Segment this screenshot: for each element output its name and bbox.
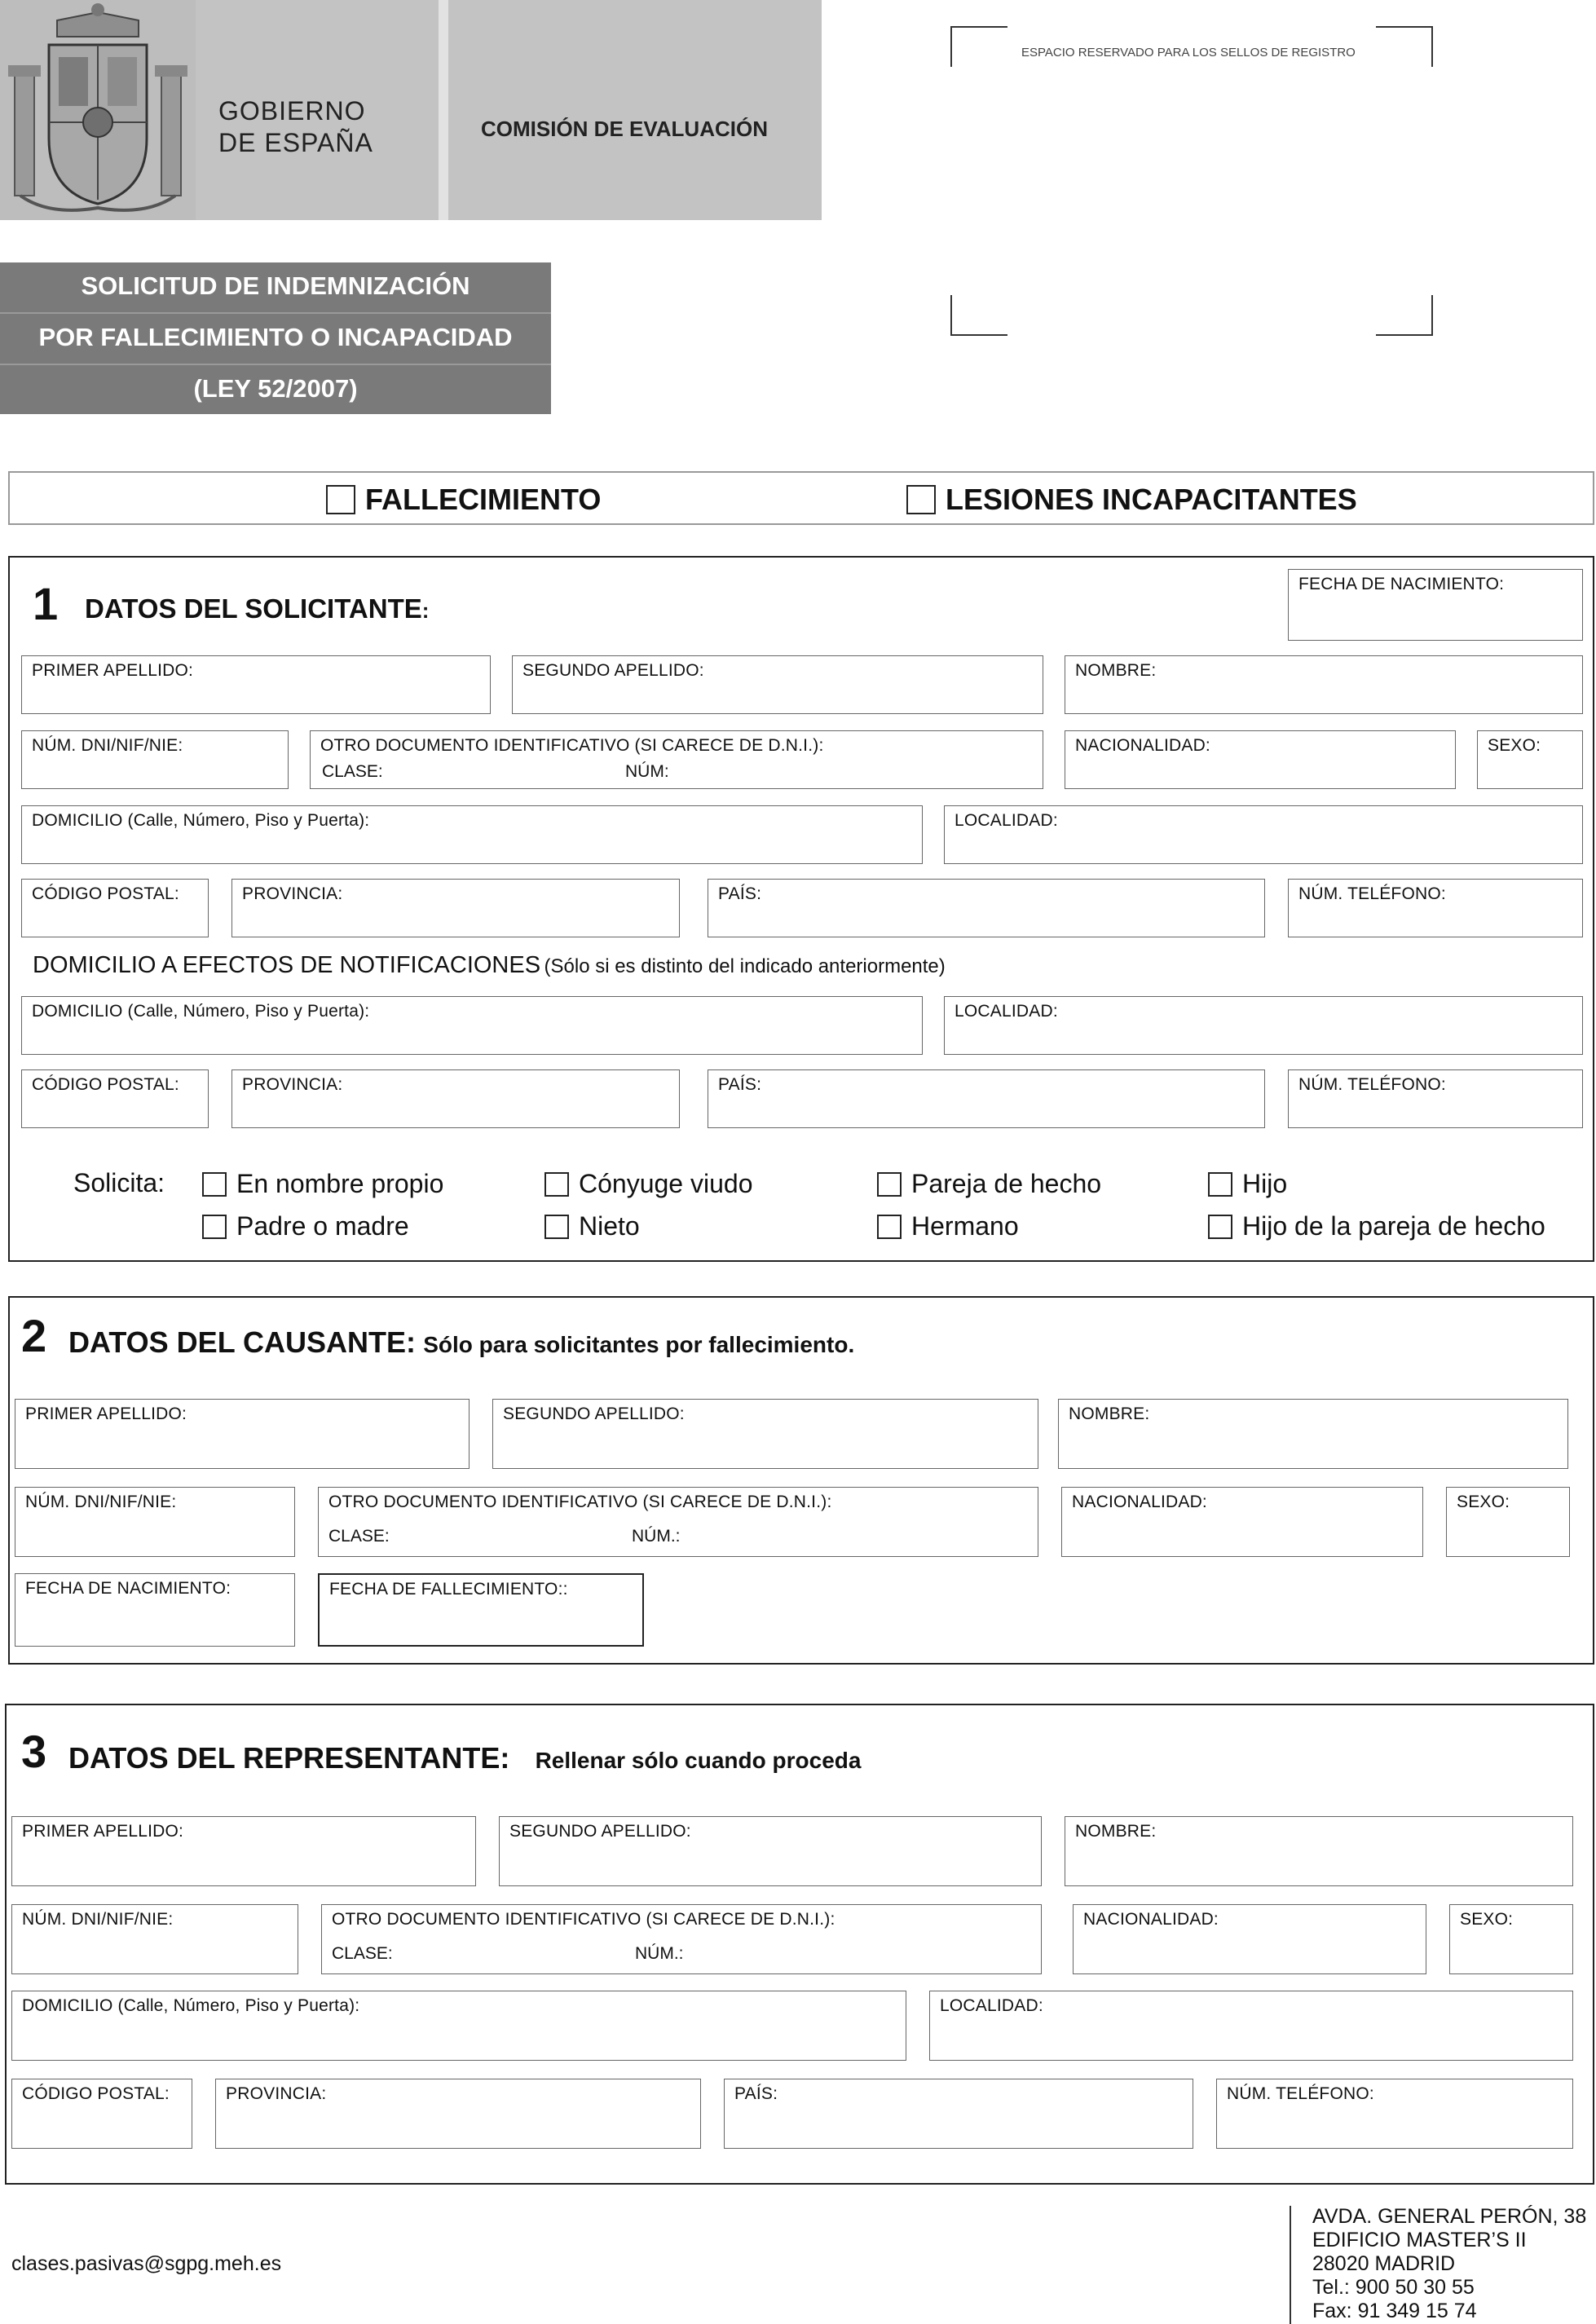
option-label: Cónyuge viudo xyxy=(579,1169,753,1198)
s3-address-label: DOMICILIO (Calle, Número, Piso y Puerta): xyxy=(22,1996,360,2015)
form-title-line3: (LEY 52/2007) xyxy=(193,374,358,403)
stamp-corner-bl xyxy=(950,295,1007,336)
s1-birth-date-field[interactable] xyxy=(1288,569,1583,641)
s2-dni-field[interactable] xyxy=(15,1487,295,1557)
option-conyuge-viudo[interactable] xyxy=(544,1169,752,1199)
option-label: Hermano xyxy=(911,1211,1019,1241)
s1-doc-num-label: NÚM: xyxy=(625,762,669,781)
notif-heading-note: (Sólo si es distinto del indicado anteriormente) xyxy=(544,955,946,977)
s3-phone-label: NÚM. TELÉFONO: xyxy=(1227,2084,1374,2103)
option-label: En nombre propio xyxy=(236,1169,444,1198)
s1-country-label: PAÍS: xyxy=(718,884,762,903)
notif-heading-text: DOMICILIO A EFECTOS DE NOTIFICACIONES xyxy=(33,952,541,978)
s1-other-doc-label: OTRO DOCUMENTO IDENTIFICATIVO (SI CARECE DE D.N.I.): xyxy=(320,736,824,755)
banner-divider xyxy=(439,0,448,220)
option-en-nombre-propio[interactable] xyxy=(202,1169,443,1199)
s3-locality-label: LOCALIDAD: xyxy=(940,1996,1043,2015)
s2-dni-label: NÚM. DNI/NIF/NIE: xyxy=(25,1493,177,1511)
s1-name-label: NOMBRE: xyxy=(1075,661,1157,680)
checkbox[interactable] xyxy=(877,1215,902,1239)
s1-sex-label: SEXO: xyxy=(1488,736,1541,755)
lesiones-label: LESIONES INCAPACITANTES xyxy=(946,483,1357,516)
footer-fax: Fax: 91 349 15 74 xyxy=(1312,2300,1477,2322)
form-title-block xyxy=(0,262,551,414)
s3-other-doc-field[interactable] xyxy=(321,1904,1042,1974)
s3-name-label: NOMBRE: xyxy=(1075,1822,1157,1841)
s3-address-field[interactable] xyxy=(11,1991,906,2061)
footer-address-block xyxy=(1312,2205,1586,2323)
s1-phone-label: NÚM. TELÉFONO: xyxy=(1298,884,1446,903)
s2-sex-field[interactable] xyxy=(1446,1487,1570,1557)
s1-locality-label: LOCALIDAD: xyxy=(955,811,1058,830)
s1-notif-postal-field[interactable] xyxy=(21,1069,209,1128)
section2-title-text: DATOS DEL CAUSANTE: xyxy=(68,1325,417,1359)
solicita-label: Solicita: xyxy=(73,1168,165,1197)
s3-surname1-label: PRIMER APELLIDO: xyxy=(22,1822,184,1841)
option-label: Hijo de la pareja de hecho xyxy=(1242,1211,1545,1241)
s1-notif-address-field[interactable] xyxy=(21,996,923,1055)
section2-number: 2 xyxy=(21,1310,47,1361)
s1-other-doc-field[interactable] xyxy=(310,730,1043,789)
s1-surname2-field[interactable] xyxy=(512,655,1043,714)
s1-notif-country-field[interactable] xyxy=(708,1069,1265,1128)
section1-number: 1 xyxy=(33,578,59,629)
s1-phone-field[interactable] xyxy=(1288,879,1583,937)
s3-doc-class-label: CLASE: xyxy=(332,1944,393,1963)
footer-address-line3: 28020 MADRID xyxy=(1312,2252,1456,2275)
footer-address-line1: AVDA. GENERAL PERÓN, 38 xyxy=(1312,2205,1587,2228)
s1-sex-field[interactable] xyxy=(1477,730,1583,789)
section2-title xyxy=(68,1325,854,1360)
s2-birth-date-label: FECHA DE NACIMIENTO: xyxy=(25,1579,231,1598)
s3-dni-field[interactable] xyxy=(11,1904,298,1974)
option-label: Padre o madre xyxy=(236,1211,409,1241)
s3-country-field[interactable] xyxy=(724,2079,1193,2149)
footer-address-line2: EDIFICIO MASTER’S II xyxy=(1312,2229,1527,2251)
s3-nationality-field[interactable] xyxy=(1073,1904,1426,1974)
s2-sex-label: SEXO: xyxy=(1457,1493,1510,1511)
s1-notif-locality-field[interactable] xyxy=(944,996,1583,1055)
s3-surname1-field[interactable] xyxy=(11,1816,476,1886)
checkbox[interactable] xyxy=(202,1172,227,1197)
section2-note: Sólo para solicitantes por fallecimiento. xyxy=(423,1332,855,1357)
s1-address-label: DOMICILIO (Calle, Número, Piso y Puerta): xyxy=(32,811,370,830)
s1-notif-phone-field[interactable] xyxy=(1288,1069,1583,1128)
s2-nationality-field[interactable] xyxy=(1061,1487,1423,1557)
s3-sex-label: SEXO: xyxy=(1460,1910,1514,1929)
section3-title xyxy=(68,1741,861,1775)
gov-name-line1: GOBIERNO xyxy=(218,96,366,126)
s2-death-date-label: FECHA DE FALLECIMIENTO:: xyxy=(329,1580,568,1599)
s3-postal-label: CÓDIGO POSTAL: xyxy=(22,2084,170,2103)
option-padre-o-madre[interactable] xyxy=(202,1211,409,1241)
s3-surname2-label: SEGUNDO APELLIDO: xyxy=(509,1822,691,1841)
s2-nationality-label: NACIONALIDAD: xyxy=(1072,1493,1207,1511)
section1-title-text: DATOS DEL SOLICITANTE xyxy=(85,593,422,624)
form-title-line2: POR FALLECIMIENTO O INCAPACIDAD xyxy=(38,323,513,351)
s2-name-field[interactable] xyxy=(1058,1399,1568,1469)
s1-nationality-field[interactable] xyxy=(1065,730,1456,789)
checkbox[interactable] xyxy=(202,1215,227,1239)
s2-doc-num-label: NÚM.: xyxy=(632,1527,681,1546)
s1-notif-province-field[interactable] xyxy=(231,1069,680,1128)
option-fallecimiento[interactable] xyxy=(326,483,601,517)
coat-of-arms-icon xyxy=(0,0,196,220)
s1-surname1-field[interactable] xyxy=(21,655,491,714)
notif-heading xyxy=(33,952,946,979)
option-label: Pareja de hecho xyxy=(911,1169,1102,1198)
s1-province-label: PROVINCIA: xyxy=(242,884,343,903)
section1-title xyxy=(85,593,429,624)
s2-other-doc-label: OTRO DOCUMENTO IDENTIFICATIVO (SI CARECE DE D.N.I.): xyxy=(328,1493,832,1511)
s1-notif-locality-label: LOCALIDAD: xyxy=(955,1002,1058,1021)
s3-province-label: PROVINCIA: xyxy=(226,2084,327,2103)
s1-province-field[interactable] xyxy=(231,879,680,937)
s1-surname2-label: SEGUNDO APELLIDO: xyxy=(522,661,704,680)
stamp-area-label: ESPACIO RESERVADO PARA LOS SELLOS DE REGISTRO xyxy=(1021,46,1356,60)
s1-name-field[interactable] xyxy=(1065,655,1583,714)
option-hermano[interactable] xyxy=(877,1211,1019,1241)
checkbox[interactable] xyxy=(877,1172,902,1197)
stamp-corner-tr xyxy=(1376,26,1433,67)
lesiones-checkbox[interactable] xyxy=(906,485,936,514)
s1-notif-address-label: DOMICILIO (Calle, Número, Piso y Puerta): xyxy=(32,1002,370,1021)
s3-country-label: PAÍS: xyxy=(734,2084,778,2103)
footer-phone: Tel.: 900 50 30 55 xyxy=(1312,2276,1475,2299)
s3-dni-label: NÚM. DNI/NIF/NIE: xyxy=(22,1910,174,1929)
s3-other-doc-label: OTRO DOCUMENTO IDENTIFICATIVO (SI CARECE DE D.N.I.): xyxy=(332,1910,835,1929)
s1-postal-field[interactable] xyxy=(21,879,209,937)
s1-notif-phone-label: NÚM. TELÉFONO: xyxy=(1298,1075,1446,1094)
s3-doc-num-label: NÚM.: xyxy=(635,1944,684,1963)
section1-title-colon: : xyxy=(421,598,430,623)
s2-surname2-field[interactable] xyxy=(492,1399,1038,1469)
s1-dni-label: NÚM. DNI/NIF/NIE: xyxy=(32,736,183,755)
commission-name: COMISIÓN DE EVALUACIÓN xyxy=(481,117,768,141)
s3-sex-field[interactable] xyxy=(1449,1904,1573,1974)
option-label: Hijo xyxy=(1242,1169,1288,1198)
s1-birth-date-label: FECHA DE NACIMIENTO: xyxy=(1298,575,1505,593)
s1-postal-label: CÓDIGO POSTAL: xyxy=(32,884,179,903)
option-hijo-pareja-de-hecho[interactable] xyxy=(1208,1211,1545,1241)
s3-phone-field[interactable] xyxy=(1216,2079,1573,2149)
s1-notif-province-label: PROVINCIA: xyxy=(242,1075,343,1094)
s2-surname2-label: SEGUNDO APELLIDO: xyxy=(503,1405,685,1423)
section3-number: 3 xyxy=(21,1726,47,1777)
s3-province-field[interactable] xyxy=(215,2079,701,2149)
s1-notif-postal-label: CÓDIGO POSTAL: xyxy=(32,1075,179,1094)
checkbox[interactable] xyxy=(544,1215,569,1239)
s2-birth-date-field[interactable] xyxy=(15,1573,295,1647)
s1-doc-class-label: CLASE: xyxy=(322,762,383,781)
stamp-corner-br xyxy=(1376,295,1433,336)
s1-dni-field[interactable] xyxy=(21,730,289,789)
stamp-corner-tl xyxy=(950,26,1007,67)
footer-email[interactable]: clases.pasivas@sgpg.meh.es xyxy=(11,2252,282,2275)
checkbox[interactable] xyxy=(544,1172,569,1197)
option-lesiones[interactable] xyxy=(906,483,1357,517)
s1-nationality-label: NACIONALIDAD: xyxy=(1075,736,1210,755)
option-hijo[interactable] xyxy=(1208,1169,1287,1199)
s1-address-field[interactable] xyxy=(21,805,923,864)
s3-locality-field[interactable] xyxy=(929,1991,1573,2061)
gov-name-line2: DE ESPAÑA xyxy=(218,128,373,157)
fallecimiento-checkbox[interactable] xyxy=(326,485,355,514)
s2-other-doc-field[interactable] xyxy=(318,1487,1038,1557)
option-label: Nieto xyxy=(579,1211,640,1241)
checkbox[interactable] xyxy=(1208,1172,1232,1197)
s1-notif-country-label: PAÍS: xyxy=(718,1075,762,1094)
s2-surname1-field[interactable] xyxy=(15,1399,470,1469)
header-banner xyxy=(0,0,822,220)
s2-surname1-label: PRIMER APELLIDO: xyxy=(25,1405,187,1423)
s3-name-field[interactable] xyxy=(1065,1816,1573,1886)
section3-note: Rellenar sólo cuando proceda xyxy=(535,1748,862,1773)
form-title-line1: SOLICITUD DE INDEMNIZACIÓN xyxy=(81,271,470,300)
s1-locality-field[interactable] xyxy=(944,805,1583,864)
option-nieto[interactable] xyxy=(544,1211,640,1241)
s2-doc-class-label: CLASE: xyxy=(328,1527,390,1546)
fallecimiento-label: FALLECIMIENTO xyxy=(365,483,602,516)
s3-surname2-field[interactable] xyxy=(499,1816,1042,1886)
s1-country-field[interactable] xyxy=(708,879,1265,937)
section3-title-text: DATOS DEL REPRESENTANTE: xyxy=(68,1741,510,1775)
option-pareja-de-hecho[interactable] xyxy=(877,1169,1101,1199)
s3-nationality-label: NACIONALIDAD: xyxy=(1083,1910,1219,1929)
s3-postal-field[interactable] xyxy=(11,2079,192,2149)
footer-divider xyxy=(1290,2206,1291,2324)
s1-surname1-label: PRIMER APELLIDO: xyxy=(32,661,194,680)
checkbox[interactable] xyxy=(1208,1215,1232,1239)
s2-name-label: NOMBRE: xyxy=(1069,1405,1150,1423)
s2-death-date-field[interactable] xyxy=(318,1573,644,1647)
